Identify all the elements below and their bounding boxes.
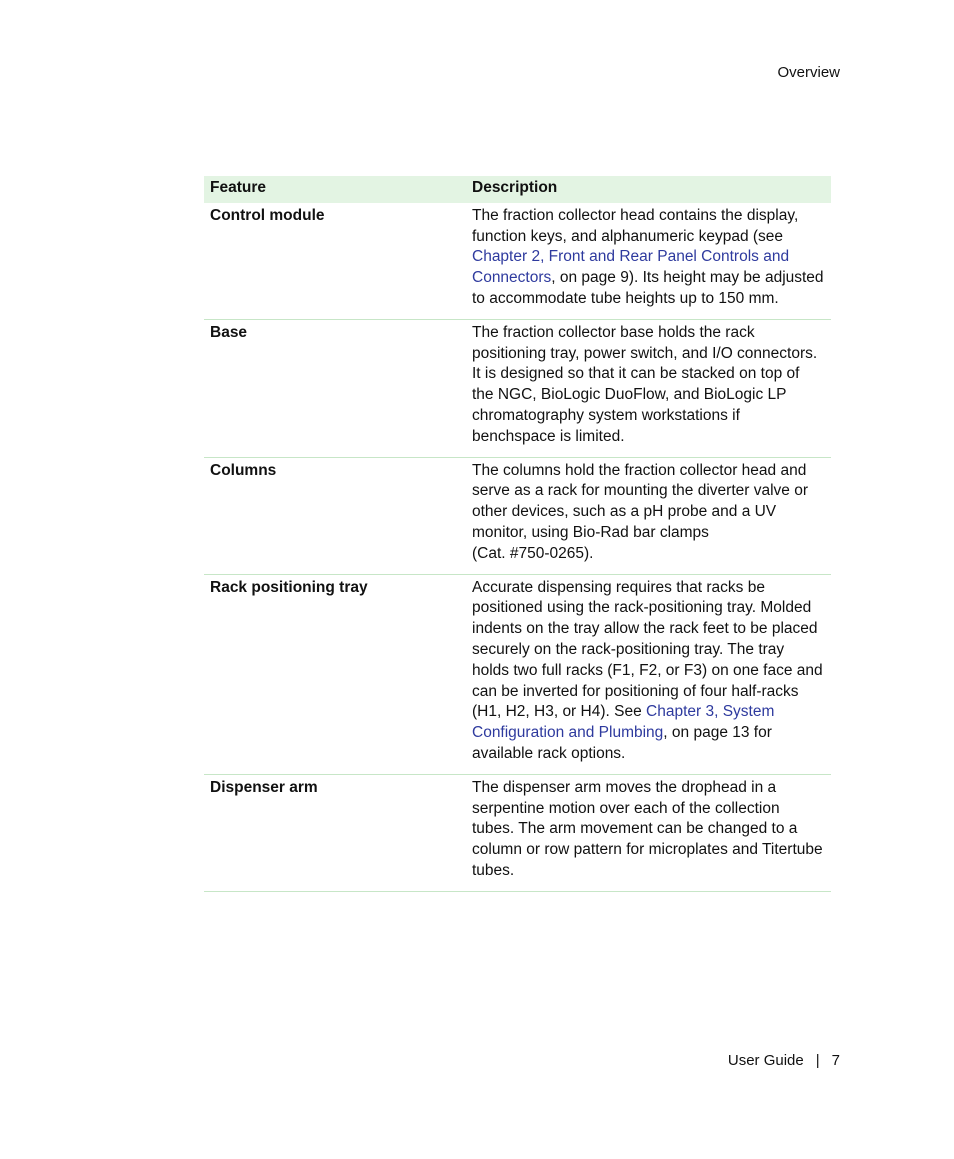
feature-name: Dispenser arm: [204, 774, 466, 891]
table-row: [204, 319, 831, 457]
running-header: Overview: [777, 64, 840, 81]
table-header-row: [204, 176, 831, 203]
feature-name: Rack positioning tray: [204, 574, 466, 774]
description-text: , on page 13 for available rack options.: [472, 724, 772, 762]
chapter-3-link[interactable]: Chapter 3, System Configuration and Plumbing: [472, 703, 775, 742]
description-text: The columns hold the fraction collector head and serve as a rack for mounting the diverter valve or other devices, such as a pH probe and a UV monitor, using Bio-Rad bar clamps: [472, 461, 808, 541]
table-row: [204, 203, 831, 319]
footer-doc-name: User Guide: [727, 1052, 804, 1069]
table-row: [204, 457, 831, 574]
feature-description: [466, 457, 831, 574]
description-text: , on page 9). Its height may be adjusted to accommodate tube heights up to 150 mm.: [472, 269, 824, 307]
page-number: 7: [831, 1052, 840, 1069]
table-row: [204, 774, 831, 891]
description-text: (Cat. #750-0265).: [472, 544, 594, 562]
feature-name: Base: [204, 319, 466, 457]
footer-separator: |: [815, 1052, 820, 1069]
column-header-description: Description: [466, 176, 831, 203]
feature-name: Columns: [204, 457, 466, 574]
feature-description: [466, 203, 831, 319]
running-footer: [640, 1051, 840, 1071]
column-header-feature: Feature: [204, 176, 466, 203]
feature-description: The fraction collector base holds the rack positioning tray, power switch, and I/O connectors. It is designed so that it can be stacked on top of the NGC, BioLogic DuoFlow, and BioLogic LP chromatography system workstations if benchspace is limited.: [466, 319, 831, 457]
feature-description: The dispenser arm moves the drophead in a serpentine motion over each of the collection tubes. The arm movement can be changed to a column or row pattern for microplates and Titertube tubes.: [466, 774, 831, 891]
description-text: Accurate dispensing requires that racks be positioned using the rack-positioning tray. Molded indents on the tray allow the rack feet to be placed securely on the rack-positioning tray. The tray holds two full racks (F1, F2, or F3) on one face and can be inverted for positioning of four half-racks (H1, H2, H3, or H4). See: [472, 578, 823, 721]
feature-name: Control module: [204, 203, 466, 319]
table-row: [204, 574, 831, 774]
feature-description: [466, 574, 831, 774]
description-text: The fraction collector head contains the display, function keys, and alphanumeric keypad (see: [472, 206, 799, 245]
chapter-2-link[interactable]: Chapter 2, Front and Rear Panel Controls and Connectors: [472, 248, 790, 287]
feature-table: [204, 176, 831, 892]
